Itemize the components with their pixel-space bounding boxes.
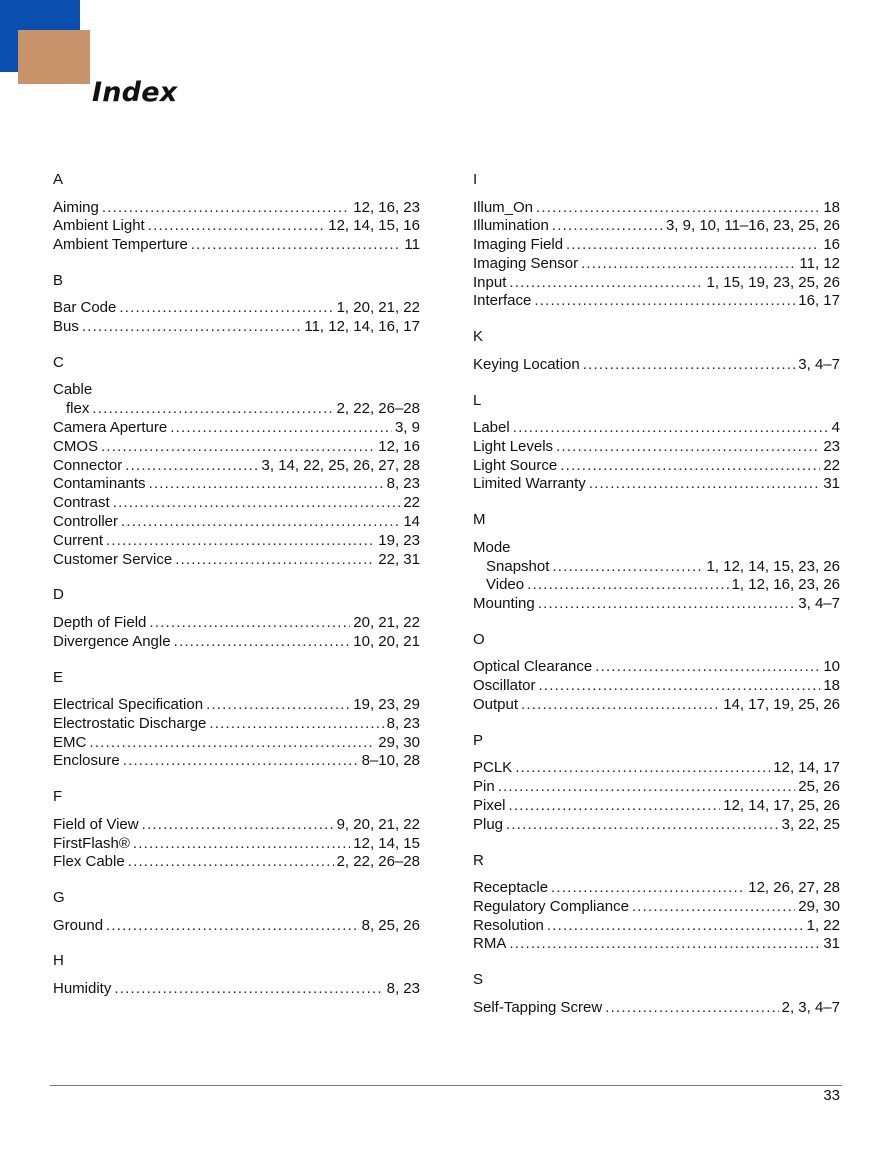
index-entry xyxy=(473,438,840,457)
entry-pages: 20, 21, 22 xyxy=(353,613,420,631)
index-section-l xyxy=(473,392,840,495)
dot-leader xyxy=(536,199,820,218)
entry-pages: 8–10, 28 xyxy=(361,752,420,770)
dot-leader xyxy=(191,236,402,255)
entry-term: Divergence Angle xyxy=(53,632,171,650)
entry-pages: 31 xyxy=(823,475,840,493)
entry-pages: 14, 17, 19, 25, 26 xyxy=(723,696,840,714)
index-entry xyxy=(53,299,420,318)
dot-leader xyxy=(133,835,350,854)
index-entry xyxy=(53,457,420,476)
entry-term: Electrostatic Discharge xyxy=(53,714,207,732)
index-column-right xyxy=(473,171,840,1035)
dot-leader xyxy=(509,797,721,816)
dot-leader xyxy=(170,419,392,438)
entry-term: Bar Code xyxy=(53,299,117,317)
section-letter: O xyxy=(473,630,485,648)
section-letter: D xyxy=(53,586,64,604)
dot-leader xyxy=(113,494,401,513)
index-section-s xyxy=(473,971,840,1017)
entry-pages: 3, 9 xyxy=(394,419,420,437)
dot-leader xyxy=(149,614,350,633)
entry-pages: 2, 22, 26–28 xyxy=(336,400,420,418)
entry-pages: 3, 9, 10, 11–16, 23, 25, 26 xyxy=(665,217,840,235)
index-entry xyxy=(473,475,840,494)
entry-term: Controller xyxy=(53,513,119,531)
index-entry xyxy=(473,917,840,936)
entry-term: Oscillator xyxy=(473,677,536,695)
section-letter: S xyxy=(473,971,484,989)
dot-leader xyxy=(605,999,778,1018)
index-section-p xyxy=(473,732,840,835)
index-entry xyxy=(473,999,840,1018)
dot-leader xyxy=(552,558,703,577)
entry-term: Aiming xyxy=(53,198,99,216)
dot-leader xyxy=(538,595,796,614)
footer-rule xyxy=(50,1085,842,1086)
entry-term: Output xyxy=(473,696,519,714)
entry-term: Ground xyxy=(53,916,104,934)
section-letter: F xyxy=(53,788,63,806)
entry-term: Input xyxy=(473,273,507,291)
entry-pages: 12, 14, 17 xyxy=(773,759,840,777)
dot-leader xyxy=(106,917,359,936)
index-column-left xyxy=(53,171,420,1016)
dot-leader xyxy=(102,199,350,218)
entry-pages: 8, 23 xyxy=(386,979,420,997)
entry-term: Limited Warranty xyxy=(473,475,586,493)
index-entry xyxy=(53,199,420,218)
dot-leader xyxy=(583,356,796,375)
index-section-f xyxy=(53,788,420,872)
entry-pages: 14 xyxy=(403,513,420,531)
entry-term: Keying Location xyxy=(473,355,580,373)
entry-pages: 2, 3, 4–7 xyxy=(781,998,840,1016)
entry-term: Receptacle xyxy=(473,879,549,897)
entry-term: Contrast xyxy=(53,494,110,512)
entry-term: Cable xyxy=(53,381,93,399)
entry-term: Light Levels xyxy=(473,437,554,455)
dot-leader xyxy=(632,898,795,917)
entry-term: Pin xyxy=(473,778,495,796)
entry-pages: 9, 20, 21, 22 xyxy=(336,815,420,833)
dot-leader xyxy=(89,734,375,753)
entry-pages: 22 xyxy=(403,494,420,512)
entry-term: Imaging Sensor xyxy=(473,254,579,272)
entry-pages: 29, 30 xyxy=(798,897,840,915)
entry-term: Bus xyxy=(53,318,79,336)
dot-leader xyxy=(92,400,333,419)
page-title: Index xyxy=(92,77,178,108)
entry-pages: 31 xyxy=(823,935,840,953)
entry-pages: 12, 14, 15 xyxy=(353,834,420,852)
entry-pages: 18 xyxy=(823,677,840,695)
section-letter: K xyxy=(473,328,484,346)
dot-leader xyxy=(125,457,258,476)
dot-leader xyxy=(506,816,779,835)
dot-leader xyxy=(513,419,829,438)
index-entry xyxy=(473,677,840,696)
dot-leader xyxy=(589,475,821,494)
entry-pages: 3, 22, 25 xyxy=(781,815,840,833)
entry-pages: 25, 26 xyxy=(798,778,840,796)
index-entry xyxy=(473,696,840,715)
index-entry xyxy=(53,318,420,337)
entry-pages: 11, 12, 14, 16, 17 xyxy=(304,318,420,336)
entry-pages: 12, 16, 23 xyxy=(353,198,420,216)
dot-leader xyxy=(148,217,326,236)
section-letter: R xyxy=(473,851,484,869)
entry-term: Customer Service xyxy=(53,550,173,568)
entry-term: Illum_On xyxy=(473,198,534,216)
index-entry xyxy=(473,898,840,917)
entry-pages: 11, 12 xyxy=(799,254,840,272)
entry-pages: 8, 23 xyxy=(386,475,420,493)
entry-term: Contaminants xyxy=(53,475,146,493)
index-subentry xyxy=(473,576,840,595)
entry-pages: 22, 31 xyxy=(378,550,420,568)
entry-pages: 3, 14, 22, 25, 26, 27, 28 xyxy=(261,456,420,474)
section-letter: I xyxy=(473,171,478,188)
section-letter: M xyxy=(473,511,486,529)
index-section-a xyxy=(53,171,420,255)
entry-term: Interface xyxy=(473,292,532,310)
index-entry xyxy=(473,292,840,311)
entry-term: Label xyxy=(473,419,510,437)
dot-leader xyxy=(581,255,796,274)
entry-term: Light Source xyxy=(473,456,558,474)
entry-term: Video xyxy=(486,576,525,594)
entry-pages: 1, 15, 19, 23, 25, 26 xyxy=(706,273,840,291)
dot-leader xyxy=(149,475,384,494)
index-entry xyxy=(53,217,420,236)
entry-term: Mounting xyxy=(473,595,535,613)
index-entry xyxy=(473,797,840,816)
section-letter: A xyxy=(53,171,64,188)
entry-term: Connector xyxy=(53,456,123,474)
dot-leader xyxy=(206,696,350,715)
entry-pages: 19, 23 xyxy=(378,531,420,549)
index-section-c xyxy=(53,354,420,569)
section-letter: B xyxy=(53,271,64,289)
dot-leader xyxy=(547,917,804,936)
dot-leader xyxy=(119,299,333,318)
entry-term: Plug xyxy=(473,815,504,833)
page-number: 33 xyxy=(823,1087,840,1104)
section-letter: H xyxy=(53,952,64,970)
index-entry xyxy=(53,475,420,494)
index-section-d xyxy=(53,586,420,651)
header-tan-block xyxy=(18,30,90,84)
index-entry xyxy=(53,551,420,570)
entry-pages: 4 xyxy=(831,419,840,437)
entry-pages: 1, 12, 16, 23, 26 xyxy=(731,576,840,594)
dot-leader xyxy=(123,752,359,771)
index-entry xyxy=(473,236,840,255)
entry-pages: 8, 23 xyxy=(386,714,420,732)
index-entry xyxy=(53,715,420,734)
entry-pages: 3, 4–7 xyxy=(798,355,840,373)
index-entry xyxy=(53,513,420,532)
dot-leader xyxy=(560,457,820,476)
dot-leader xyxy=(121,513,400,532)
index-subentry xyxy=(473,558,840,577)
index-entry xyxy=(473,274,840,293)
index-section-g xyxy=(53,889,420,935)
entry-pages: 10, 20, 21 xyxy=(353,632,420,650)
entry-pages: 23 xyxy=(823,437,840,455)
entry-term: Snapshot xyxy=(486,557,550,575)
entry-term: RMA xyxy=(473,935,507,953)
index-entry xyxy=(53,816,420,835)
index-entry xyxy=(473,457,840,476)
index-section-h xyxy=(53,952,420,998)
entry-pages: 1, 22 xyxy=(806,916,840,934)
index-entry xyxy=(53,532,420,551)
entry-pages: 10 xyxy=(823,658,840,676)
index-section-o xyxy=(473,631,840,715)
dot-leader xyxy=(551,879,745,898)
section-letter: G xyxy=(53,889,65,907)
entry-term: Self-Tapping Screw xyxy=(473,998,603,1016)
dot-leader xyxy=(566,236,820,255)
entry-term: CMOS xyxy=(53,437,98,455)
section-letter: L xyxy=(473,391,482,409)
dot-leader xyxy=(509,935,820,954)
entry-term: Imaging Field xyxy=(473,236,564,254)
index-entry xyxy=(473,419,840,438)
dot-leader xyxy=(527,576,728,595)
dot-leader xyxy=(114,980,383,999)
index-entry xyxy=(473,935,840,954)
entry-term: FirstFlash® xyxy=(53,834,130,852)
dot-leader xyxy=(515,759,770,778)
entry-pages: 19, 23, 29 xyxy=(353,696,420,714)
index-entry xyxy=(473,217,840,236)
dot-leader xyxy=(539,677,821,696)
entry-term: Resolution xyxy=(473,916,544,934)
dot-leader xyxy=(509,274,703,293)
index-entry xyxy=(53,853,420,872)
entry-term: Field of View xyxy=(53,815,139,833)
entry-pages: 29, 30 xyxy=(378,733,420,751)
dot-leader xyxy=(534,292,795,311)
index-entry xyxy=(53,633,420,652)
entry-term: Ambient Light xyxy=(53,217,145,235)
entry-term: Current xyxy=(53,531,104,549)
index-section-i xyxy=(473,171,840,311)
entry-term: Optical Clearance xyxy=(473,658,593,676)
index-entry xyxy=(473,539,840,558)
index-entry xyxy=(53,696,420,715)
index-entry xyxy=(53,419,420,438)
dot-leader xyxy=(142,816,334,835)
index-section-b xyxy=(53,272,420,337)
index-entry xyxy=(53,381,420,400)
dot-leader xyxy=(498,778,796,797)
dot-leader xyxy=(101,438,375,457)
dot-leader xyxy=(175,551,375,570)
dot-leader xyxy=(595,658,820,677)
index-entry xyxy=(53,980,420,999)
index-entry xyxy=(473,816,840,835)
index-section-e xyxy=(53,669,420,772)
index-section-k xyxy=(473,328,840,374)
dot-leader xyxy=(128,853,334,872)
entry-term: Regulatory Compliance xyxy=(473,897,629,915)
entry-term: Camera Aperture xyxy=(53,419,168,437)
entry-pages: 18 xyxy=(823,198,840,216)
index-subentry xyxy=(53,400,420,419)
index-entry xyxy=(53,236,420,255)
index-entry xyxy=(53,835,420,854)
index-entry xyxy=(53,752,420,771)
entry-term: Flex Cable xyxy=(53,853,125,871)
entry-pages: 8, 25, 26 xyxy=(361,916,420,934)
index-entry xyxy=(473,356,840,375)
entry-term: Humidity xyxy=(53,979,112,997)
index-section-m xyxy=(473,511,840,614)
index-entry xyxy=(473,255,840,274)
entry-pages: 1, 20, 21, 22 xyxy=(336,299,420,317)
index-entry xyxy=(53,614,420,633)
entry-term: Electrical Specification xyxy=(53,696,204,714)
index-entry xyxy=(53,494,420,513)
index-entry xyxy=(53,734,420,753)
entry-term: Ambient Temperture xyxy=(53,236,188,254)
entry-term: PCLK xyxy=(473,759,513,777)
entry-pages: 12, 14, 17, 25, 26 xyxy=(723,796,840,814)
entry-pages: 3, 4–7 xyxy=(798,595,840,613)
index-entry xyxy=(473,658,840,677)
entry-term: Depth of Field xyxy=(53,613,147,631)
entry-pages: 16 xyxy=(823,236,840,254)
entry-term: Enclosure xyxy=(53,752,120,770)
dot-leader xyxy=(556,438,820,457)
dot-leader xyxy=(82,318,301,337)
entry-pages: 22 xyxy=(823,456,840,474)
dot-leader xyxy=(521,696,720,715)
entry-term: Mode xyxy=(473,538,511,556)
entry-term: flex xyxy=(66,400,90,418)
index-entry xyxy=(473,199,840,218)
index-entry xyxy=(53,438,420,457)
index-entry xyxy=(473,879,840,898)
entry-term: Pixel xyxy=(473,796,506,814)
index-entry xyxy=(473,759,840,778)
entry-pages: 12, 26, 27, 28 xyxy=(748,879,840,897)
entry-term: EMC xyxy=(53,733,87,751)
section-letter: C xyxy=(53,353,64,371)
index-entry xyxy=(53,917,420,936)
entry-pages: 12, 16 xyxy=(378,437,420,455)
entry-pages: 16, 17 xyxy=(798,292,840,310)
entry-term: Illumination xyxy=(473,217,549,235)
dot-leader xyxy=(174,633,351,652)
section-letter: P xyxy=(473,731,484,749)
index-entry xyxy=(473,778,840,797)
entry-pages: 2, 22, 26–28 xyxy=(336,853,420,871)
entry-pages: 12, 14, 15, 16 xyxy=(328,217,420,235)
dot-leader xyxy=(552,217,663,236)
entry-pages: 1, 12, 14, 15, 23, 26 xyxy=(706,557,840,575)
index-section-r xyxy=(473,852,840,955)
section-letter: E xyxy=(53,668,64,686)
dot-leader xyxy=(209,715,383,734)
index-entry xyxy=(473,595,840,614)
entry-pages: 11 xyxy=(404,236,420,254)
dot-leader xyxy=(106,532,375,551)
